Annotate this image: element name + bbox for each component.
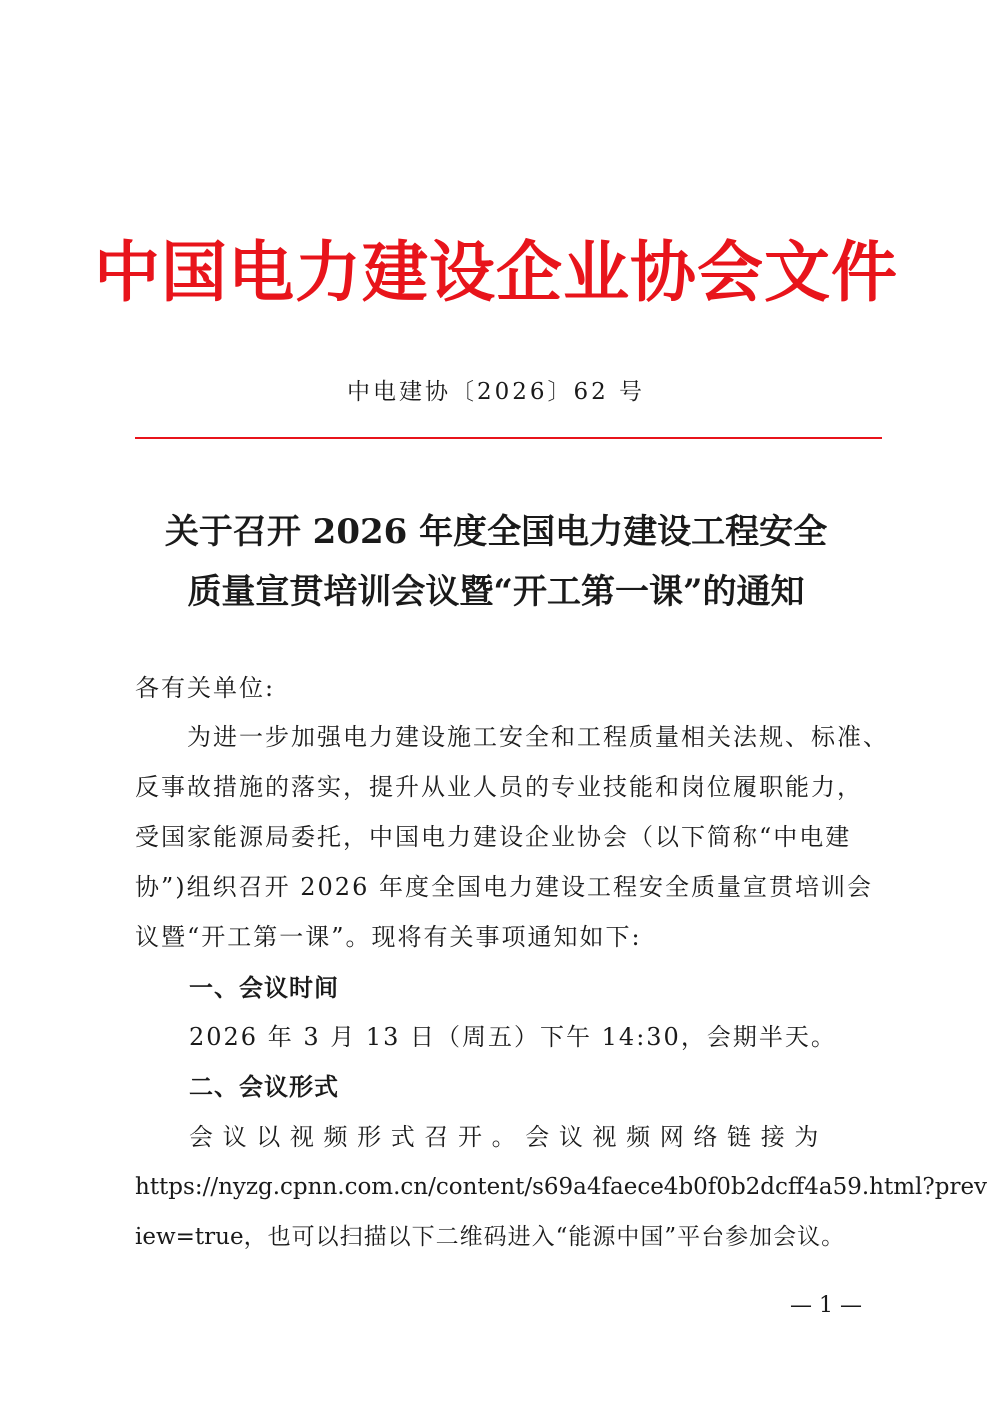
section-1-heading: 一、会议时间 [189, 974, 339, 1002]
paragraph-1-line-2: 反事故措施的落实，提升从业人员的专业技能和岗位履职能力， [135, 773, 863, 801]
meeting-url-continuation-line [135, 1213, 875, 1261]
paragraph-1-line-4: 协”)组织召开 2026 年度全国电力建设工程安全质量宣贯培训会 [135, 873, 873, 901]
section-1-text: 2026 年 3 月 13 日（周五）下午 14:30，会期半天。 [189, 1023, 837, 1051]
paragraph-1-line-1: 为进一步加强电力建设施工安全和工程质量相关法规、标准、 [135, 723, 889, 751]
paragraph-1-line-3: 受国家能源局委托，中国电力建设企业协会（以下简称“中电建 [135, 823, 852, 851]
meeting-url-part-2[interactable]: iew=true [135, 1224, 244, 1250]
page-number: — 1 — [790, 1293, 862, 1318]
title-line-1: 关于召开 2026 年度全国电力建设工程安全 [164, 512, 828, 552]
paragraph-1-line-5: 议暨“开工第一课”。现将有关事项通知如下: [135, 923, 642, 951]
red-separator-rule [135, 437, 882, 439]
section-2-line-1: 会 议 以 视 频 形 式 召 开 。 会 议 视 频 网 络 链 接 为 [189, 1123, 820, 1151]
meeting-url-part-1[interactable]: https://nyzg.cpnn.com.cn/content/s69a4faece4b0f0b2dcff4a59.html?prev [135, 1174, 988, 1200]
document-number: 中电建协〔2026〕62 号 [346, 379, 646, 405]
section-2-tail-text: ，也可以扫描以下二维码进入“能源中国”平台参加会议。 [243, 1224, 846, 1250]
section-2-heading: 二、会议形式 [189, 1073, 339, 1101]
meeting-url-line [135, 1163, 988, 1211]
document-title [0, 502, 992, 622]
salutation: 各有关单位: [135, 674, 276, 702]
title-line-2: 质量宣贯培训会议暨“开工第一课”的通知 [187, 572, 805, 612]
document-masthead: 中国电力建设企业协会文件 [94, 234, 898, 311]
